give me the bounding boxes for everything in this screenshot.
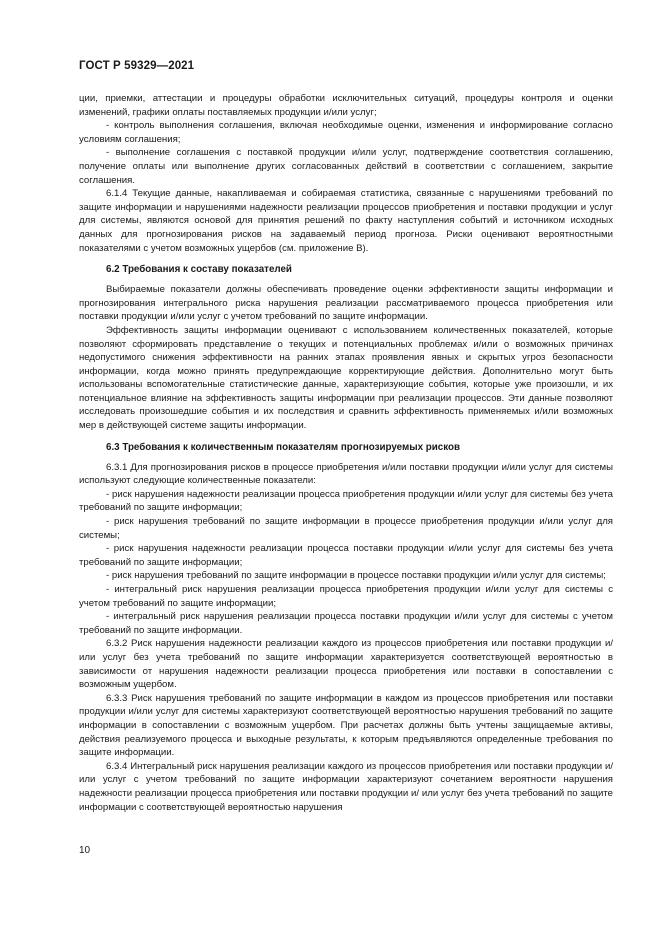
- document-body: [79, 92, 613, 814]
- paragraph-6-1-4: 6.1.4 Текущие данные, накапливаемая и собираемая статистика, связанные с нарушениями требований по защите информации и нарушениями надежности реализации процессов приобретения и поставки продукции и услуг для системы, являются основой для принятия решений по факту наступления событий и источником исходных данных для прогнозирования рисков на задаваемый период прогноза. Риски оценивают вероятностными показателями с учетом возможных ущербов (см. приложение В).: [79, 188, 613, 254]
- section-heading-6-2: 6.2 Требования к составу показателей: [106, 264, 292, 276]
- paragraph-6-3-4: 6.3.4 Интегральный риск нарушения реализации каждого из процессов приобретения или поставки продукции и/или услуг с учетом требований по защите информации характеризуют сочетанием вероятности нарушения надежности реализации процесса приобретения или поставки продукции и/ или услуг без учета требований по защите информации с соответствующей вероятностью нарушения: [79, 760, 613, 813]
- list-item: - риск нарушения надежности реализации процесса приобретения продукции и/или услуг для системы без учета требований по защите информации;: [79, 488, 613, 514]
- list-item: - контроль выполнения соглашения, включая необходимые оценки, изменения и информирование согласно условиям соглашения;: [79, 120, 613, 145]
- paragraph-6-3-3: 6.3.3 Риск нарушения требований по защите информации в каждом из процессов приобретения или поставки продукции и/или услуг для системы характеризуют соответствующей вероятностью нарушения требований по защите информации в сопоставлении с возможным ущербом. При расчетах должны быть учтены защищаемые активы, действия реализуемого процесса и выходные результаты, к которым предъявляются определенные требования по защите информации.: [79, 692, 613, 759]
- document-header: ГОСТ Р 59329—2021: [79, 60, 195, 72]
- list-item: - риск нарушения надежности реализации процесса поставки продукции и/или услуг для системы без учета требований по защите информации;: [79, 543, 613, 568]
- list-item: - риск нарушения требований по защите информации в процессе поставки продукции и/или услуг для системы;: [106, 570, 606, 582]
- section-heading-6-3: 6.3 Требования к количественным показателям прогнозируемых рисков: [106, 441, 461, 453]
- paragraph: ции, приемки, аттестации и процедуры обработки исключительных ситуаций, процедуры контроля и оценки изменений, графики оплаты поставляемых продукции и/или услуг;: [79, 93, 613, 118]
- page-number: 10: [79, 845, 91, 856]
- paragraph-6-3-1: 6.3.1 Для прогнозирования рисков в процессе приобретения и/или поставки продукции и/или услуг для системы используют следующие количественные показатели:: [79, 461, 613, 487]
- list-item: - интегральный риск нарушения реализации процесса приобретения продукции и/или услуг для системы с учетом требований по защите информации;: [79, 584, 613, 609]
- paragraph: Выбираемые показатели должны обеспечивать проведение оценки эффективности защиты информации и прогнозирования интегрального риска нарушения реализации рассматриваемого процесса приобретения или поставки продукции и/или услуг с учетом требований по защите информации.: [79, 284, 613, 323]
- paragraph-6-3-2: 6.3.2 Риск нарушения надежности реализации каждого из процессов приобретения или поставки продукции и/или услуг без учета требований по защите информации характеризуется соответствующей вероятностью в зависимости от нарушения надежности реализации процесса приобретения или поставки в сопоставлении с возможным ущербом.: [79, 638, 613, 691]
- paragraph: Эффективность защиты информации оценивают с использованием количественных показателей, которые позволяют сформировать представление о текущих и потенциальных проблемах и/или о возможных причинах недопустимого снижения эффективности на ранних этапах проявления явных и скрытых угроз безопасности информации, когда можно принять предупреждающие корректирующие действия. Дополнительно могут быть использованы вспомогательные статистические данные, характеризующие события, которые уже произошли, и их потенциальное влияние на эффективность защиты информации при реализации процессов. Эти данные позволяют исследовать произошедшие события и их последствия и сравнить эффективность применяемых и/или возможных мер в действующей системе защиты информации.: [79, 324, 613, 432]
- list-item: - риск нарушения требований по защите информации в процессе приобретения продукции и/или услуг для системы;: [79, 516, 613, 541]
- list-item: - интегральный риск нарушения реализации процесса поставки продукции и/или услуг для системы с учетом требований по защите информации.: [79, 611, 613, 636]
- list-item: - выполнение соглашения с поставкой продукции и/или услуг, подтверждение соответствия соглашению, получение оплаты или выполнение других согласованных действий в соответствии с соглашением, закрытие соглашения.: [79, 147, 613, 186]
